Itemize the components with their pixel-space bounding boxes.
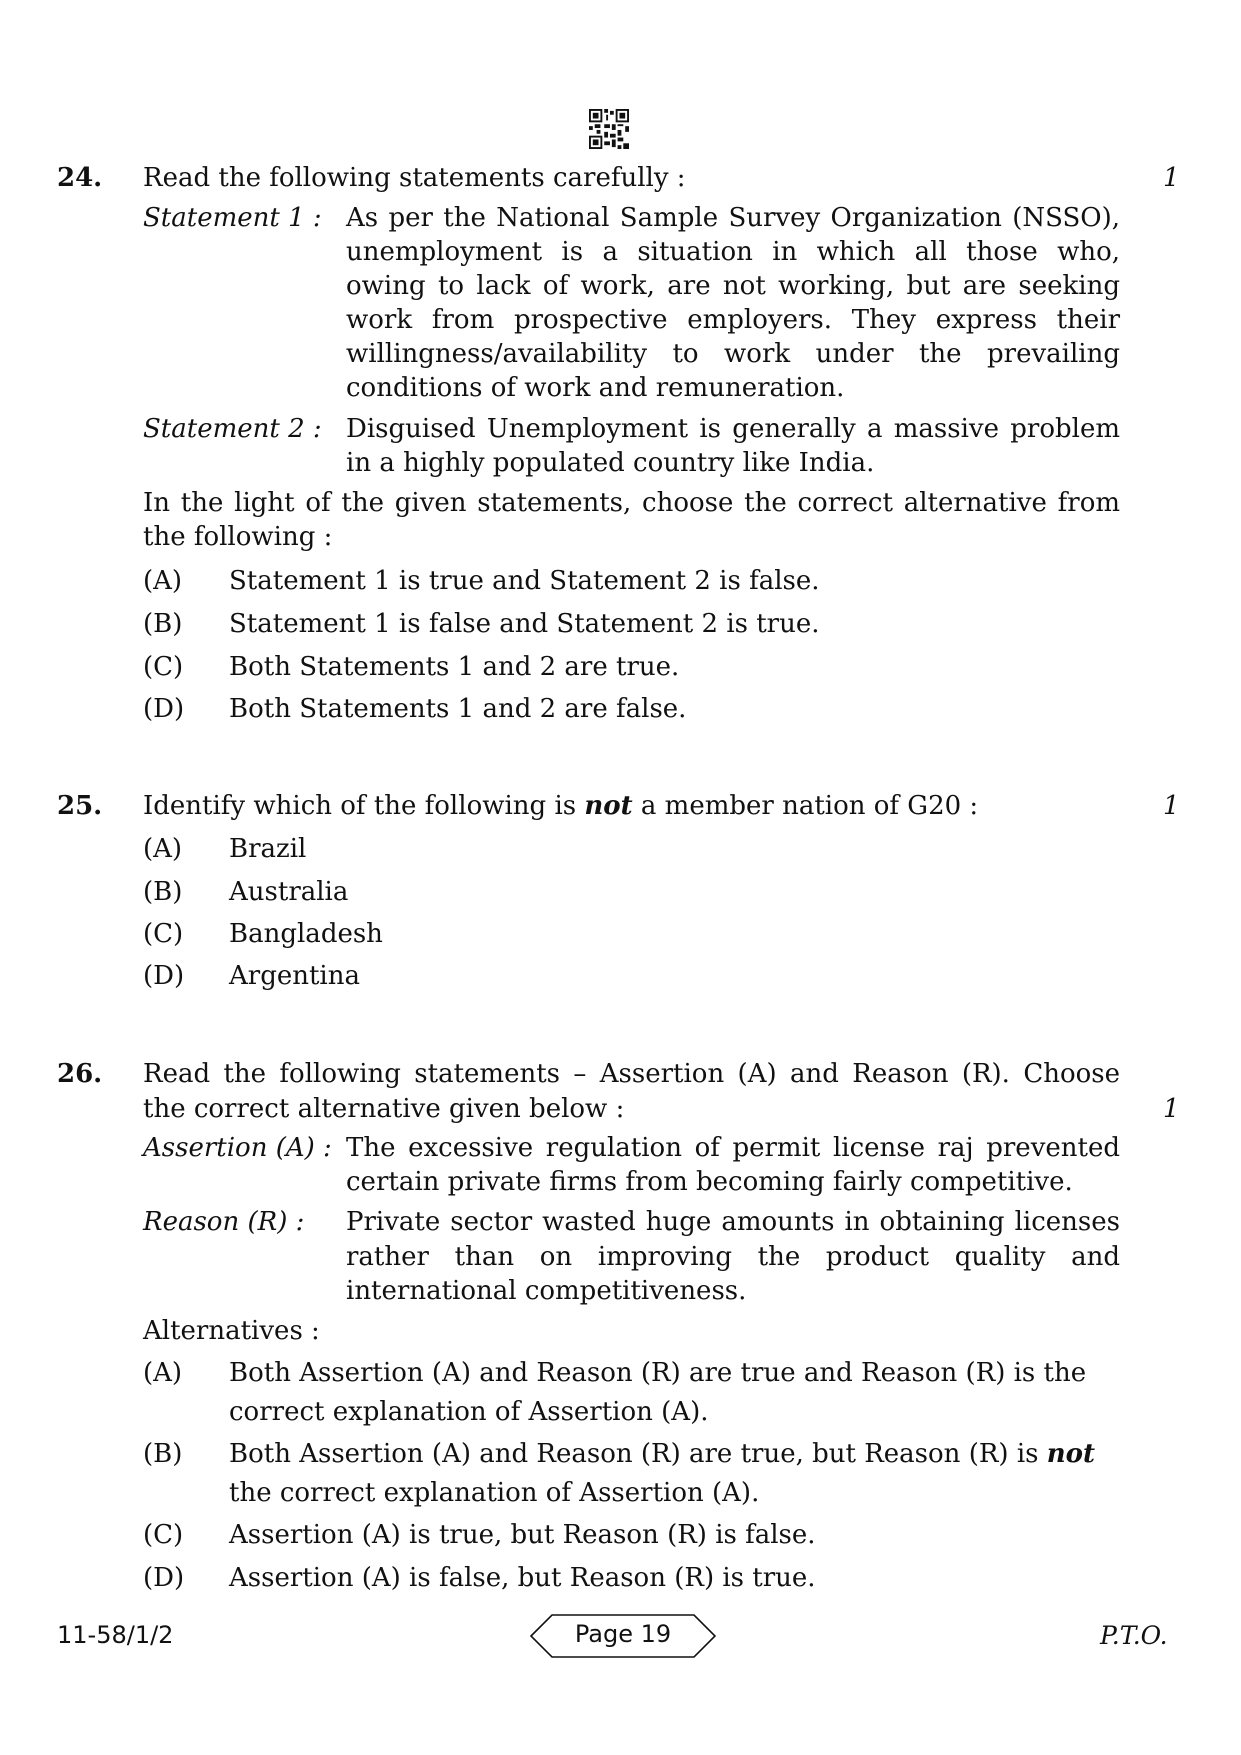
question-26-number: 26. [57,1059,103,1089]
option-text: correct explanation of Assertion (A). [229,1397,709,1427]
paper-code: 11-58/1/2 [57,1621,174,1649]
question-24-instruction: the following : [143,522,333,552]
option-text: the correct explanation of Assertion (A). [229,1478,760,1508]
reason-line: rather than on improving the product quality and [346,1242,1120,1272]
reason-line: Private sector wasted huge amounts in obtaining licenses [346,1207,1120,1237]
option-text: Both Assertion (A) and Reason (R) are true and Reason (R) is the [229,1358,1087,1388]
statement-1-line: work from prospective employers. They express their [346,305,1120,335]
option-text: Argentina [229,961,360,991]
statement-1-line: owing to lack of work, are not working, but are seeking [346,271,1120,301]
option-label: (B) [143,1439,183,1469]
statement-2-label: Statement 2 : [143,414,322,444]
option-text: Both Statements 1 and 2 are false. [229,694,687,724]
stem-emphasis: not [584,791,633,821]
reason-label: Reason (R) : [143,1207,305,1237]
statement-1-line: unemployment is a situation in which all those who, [346,237,1120,267]
option-text: Statement 1 is true and Statement 2 is false. [229,566,820,596]
option-text-part: Both Assertion (A) and Reason (R) are true, but Reason (R) is [229,1439,1047,1469]
pto-text: P.T.O. [1100,1621,1168,1650]
option-text: Both Statements 1 and 2 are true. [229,652,680,682]
option-text: Bangladesh [229,919,383,949]
statement-2-line: in a highly populated country like India. [346,448,875,478]
option-label: (D) [143,961,185,991]
question-24-stem: Read the following statements carefully : [143,163,686,193]
assertion-label: Assertion (A) : [143,1133,332,1163]
statement-2-line: Disguised Unemployment is generally a massive problem [346,414,1120,444]
option-text: Assertion (A) is true, but Reason (R) is false. [229,1520,816,1550]
option-label: (A) [143,566,183,596]
option-emphasis: not [1046,1439,1096,1469]
option-label: (B) [143,877,183,907]
question-25-stem [143,791,978,821]
option-label: (D) [143,1563,185,1593]
assertion-line: The excessive regulation of permit license raj prevented [346,1133,1120,1163]
qr-code-icon [589,108,629,150]
statement-1-line: willingness/availability to work under the prevailing [346,339,1120,369]
option-label: (C) [143,1520,184,1550]
alternatives-label: Alternatives : [143,1316,320,1346]
stem-text: Identify which of the following is [143,791,585,821]
statement-1-label: Statement 1 : [143,203,322,233]
option-text: Australia [229,877,349,907]
question-25-number: 25. [57,791,103,821]
question-26-stem: the correct alternative given below : [143,1094,625,1124]
question-25-marks: 1 [1163,791,1180,821]
page-number: Page 19 [574,1620,672,1648]
option-label: (A) [143,834,183,864]
question-24-number: 24. [57,163,103,193]
assertion-line: certain private firms from becoming fairly competitive. [346,1167,1073,1197]
option-text: Statement 1 is false and Statement 2 is true. [229,609,820,639]
question-26-stem: Read the following statements – Assertion (A) and Reason (R). Choose [143,1059,1120,1089]
statement-1-line: conditions of work and remuneration. [346,373,845,403]
statement-1-line: As per the National Sample Survey Organization (NSSO), [346,203,1120,233]
option-label: (A) [143,1358,183,1388]
option-label: (C) [143,919,184,949]
question-24-marks: 1 [1163,163,1180,193]
question-24-instruction: In the light of the given statements, choose the correct alternative from [143,488,1120,518]
option-label: (B) [143,609,183,639]
option-text [229,1439,1095,1469]
reason-line: international competitiveness. [346,1276,747,1306]
option-label: (C) [143,652,184,682]
stem-text: a member nation of G20 : [632,791,979,821]
question-26-marks: 1 [1163,1094,1180,1124]
option-text: Assertion (A) is false, but Reason (R) is true. [229,1563,816,1593]
option-text: Brazil [229,834,307,864]
option-label: (D) [143,694,185,724]
